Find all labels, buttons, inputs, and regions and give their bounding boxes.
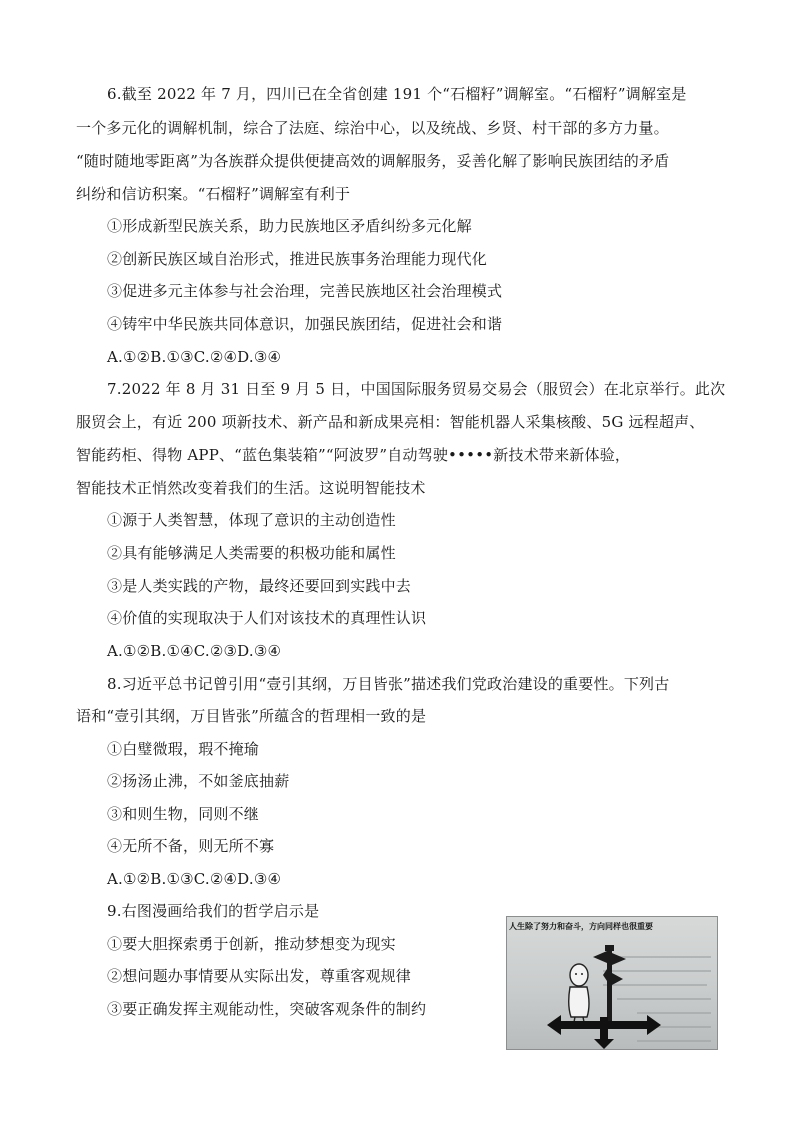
q6-stem-line-4: 纠纷和信访积案。“石榴籽”调解室有利于 <box>76 185 351 203</box>
q6-option-3: ③促进多元主体参与社会治理，完善民族地区社会治理模式 <box>107 282 503 300</box>
q7-stem-line-3: 智能药柜、得物 APP、“蓝色集装箱”“阿波罗”自动驾驶•••••新技术带来新体验， <box>76 446 631 464</box>
q6-option-1: ①形成新型民族关系，助力民族地区矛盾纠纷多元化解 <box>107 217 472 235</box>
q8-option-2: ②扬汤止沸，不如釜底抽薪 <box>107 772 290 790</box>
cartoon-caption: 人生除了努力和奋斗，方向同样也很重要 <box>509 922 653 931</box>
q8-option-1: ①白璧微瑕，瑕不掩瑜 <box>107 740 260 758</box>
q6-stem-line-1: 6.截至 2022 年 7 月，四川已在全省创建 191 个“石榴籽”调解室。“石榴籽”调解室是 <box>107 85 687 103</box>
q9-option-1: ①要大胆探索勇于创新，推动梦想变为现实 <box>107 935 396 953</box>
q6-option-2: ②创新民族区域自治形式，推进民族事务治理能力现代化 <box>107 250 488 268</box>
cartoon-image <box>506 916 718 1050</box>
q7-stem-line-1: 7.2022 年 8 月 31 日至 9 月 5 日，中国国际服务贸易交易会（服贸会）在北京举行。此次 <box>107 380 726 398</box>
q8-stem-line-2: 语和“壹引其纲，万目皆张”所蕴含的哲理相一致的是 <box>76 707 427 725</box>
q7-stem-line-2: 服贸会上，有近 200 项新技术、新产品和新成果亮相：智能机器人采集核酸、5G 远程超声、 <box>76 413 705 431</box>
q6-choices: A.①②B.①③C.②④D.③④ <box>107 348 282 366</box>
q8-choices: A.①②B.①③C.②④D.③④ <box>107 870 282 888</box>
q7-option-1: ①源于人类智慧，体现了意识的主动创造性 <box>107 511 396 529</box>
q6-stem-line-2: 一个多元化的调解机制，综合了法庭、综治中心，以及统战、乡贤、村干部的多方力量。 <box>76 119 669 137</box>
cartoon-drawing <box>507 917 717 1049</box>
q7-option-3: ③是人类实践的产物，最终还要回到实践中去 <box>107 577 412 595</box>
q7-stem-line-4: 智能技术正悄然改变着我们的生活。这说明智能技术 <box>76 479 426 497</box>
q9-option-2: ②想问题办事情要从实际出发，尊重客观规律 <box>107 967 412 985</box>
q9-stem-line-1: 9.右图漫画给我们的哲学启示是 <box>107 902 320 920</box>
q7-choices: A.①②B.①④C.②③D.③④ <box>107 642 282 660</box>
q6-option-4: ④铸牢中华民族共同体意识，加强民族团结，促进社会和谐 <box>107 315 503 333</box>
q6-stem-line-3: “随时随地零距离”为各族群众提供便捷高效的调解服务，妥善化解了影响民族团结的矛盾 <box>76 152 670 170</box>
q8-option-3: ③和则生物，同则不继 <box>107 805 260 823</box>
q8-option-4: ④无所不备，则无所不寡 <box>107 837 275 855</box>
q7-option-4: ④价值的实现取决于人们对该技术的真理性认识 <box>107 609 427 627</box>
q8-stem-line-1: 8.习近平总书记曾引用“壹引其纲，万目皆张”描述我们党政治建设的重要性。下列古 <box>107 675 670 693</box>
q9-option-3: ③要正确发挥主观能动性，突破客观条件的制约 <box>107 1000 427 1018</box>
q7-option-2: ②具有能够满足人类需要的积极功能和属性 <box>107 544 396 562</box>
